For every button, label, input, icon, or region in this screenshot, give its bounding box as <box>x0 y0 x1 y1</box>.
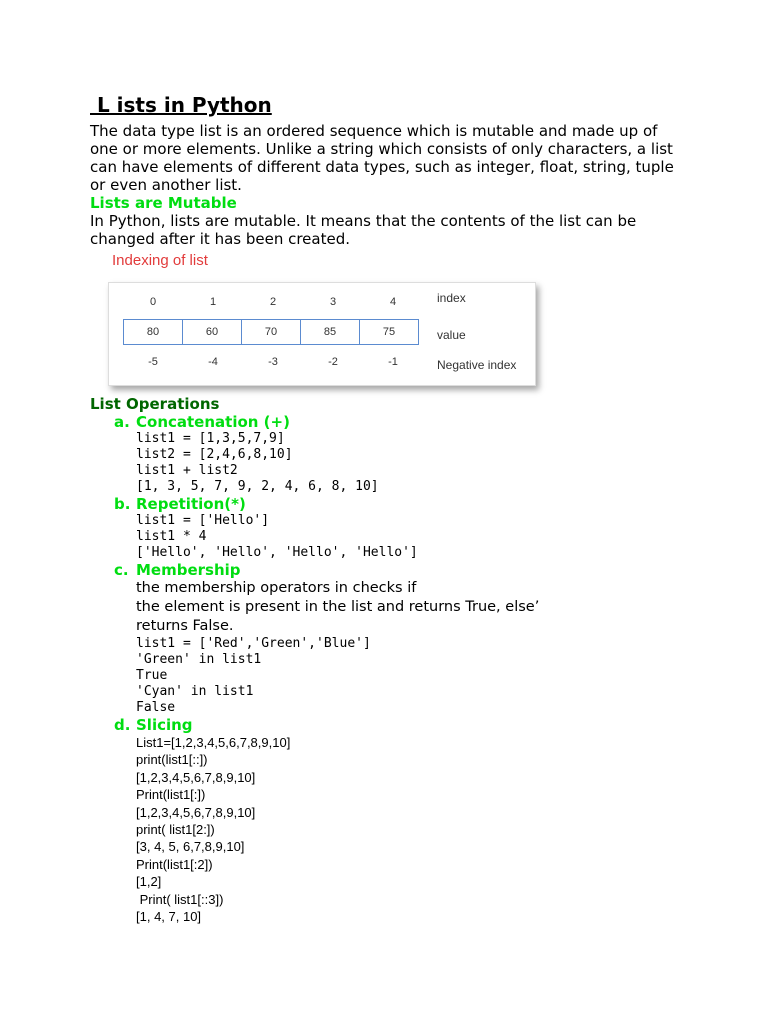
code-line: False <box>136 700 176 715</box>
membership-text-line: the element is present in the list and returns True, else’ <box>136 599 540 615</box>
code-line: [3, 4, 5, 6,7,8,9,10] <box>136 839 245 855</box>
value-cell: 75 <box>359 319 419 345</box>
membership-text-line: the membership operators in checks if <box>136 580 417 596</box>
code-line: [1,2,3,4,5,6,7,8,9,10] <box>136 804 256 820</box>
code-line: 'Cyan' in list1 <box>136 684 254 699</box>
concatenation-title: Concatenation (+) <box>136 413 290 431</box>
page-title: L ists in Python <box>90 93 272 117</box>
code-line: ['Hello', 'Hello', 'Hello', 'Hello'] <box>136 545 418 560</box>
code-line: list1 = [1,3,5,7,9] <box>136 431 285 446</box>
negative-index-cell: -3 <box>268 356 278 368</box>
code-line: list1 * 4 <box>136 529 207 544</box>
value-cell: 60 <box>182 319 242 345</box>
index-cell: 4 <box>389 296 397 308</box>
index-cell: 1 <box>209 296 217 308</box>
code-line: list2 = [2,4,6,8,10] <box>136 447 293 462</box>
code-line: list1 + list2 <box>136 463 238 478</box>
code-line: [1, 3, 5, 7, 9, 2, 4, 6, 8, 10] <box>136 479 379 494</box>
code-line: [1, 4, 7, 10] <box>136 909 202 925</box>
concatenation-item <box>90 413 690 495</box>
negative-index-row <box>123 356 423 368</box>
list-marker: b. <box>114 495 131 513</box>
code-line: Print( list1[::3]) <box>136 891 224 907</box>
code-line: print(list1[::]) <box>136 752 208 768</box>
repetition-item <box>90 495 690 561</box>
value-row <box>123 319 418 345</box>
negative-index-cell: -4 <box>208 356 218 368</box>
list-marker: c. <box>114 561 129 579</box>
negative-index-cell: -5 <box>148 356 158 368</box>
list-marker: d. <box>114 716 131 734</box>
mutable-heading: Lists are Mutable <box>90 194 237 212</box>
negative-index-cell: -2 <box>328 356 338 368</box>
membership-item <box>90 561 690 716</box>
code-line: print( list1[2:]) <box>136 822 215 838</box>
slicing-item <box>90 716 690 925</box>
code-line: [1,2] <box>136 874 162 890</box>
code-line: Print(list1[:]) <box>136 787 206 803</box>
index-cell: 3 <box>329 296 337 308</box>
negative-index-label: Negative index <box>437 358 517 372</box>
indexing-figure-title: Indexing of list <box>112 252 208 269</box>
code-line: 'Green' in list1 <box>136 652 262 667</box>
index-row <box>123 296 423 308</box>
code-line: list1 = ['Red','Green','Blue'] <box>136 636 371 651</box>
mutable-paragraph: In Python, lists are mutable. It means that the contents of the list can be changed after it has been created. <box>90 212 637 248</box>
indexing-figure <box>108 282 536 386</box>
document-page <box>90 92 690 248</box>
code-line: List1=[1,2,3,4,5,6,7,8,9,10] <box>136 735 291 750</box>
code-line: True <box>136 668 168 683</box>
value-label: value <box>437 328 466 342</box>
code-line: Print(list1[:2]) <box>136 856 213 872</box>
code-line: list1 = ['Hello'] <box>136 513 270 528</box>
operations-heading: List Operations <box>90 395 220 413</box>
list-operations-section <box>90 395 690 925</box>
index-label: index <box>437 291 466 305</box>
index-cell: 2 <box>269 296 277 308</box>
index-cell: 0 <box>149 296 157 308</box>
value-cell: 80 <box>123 319 183 345</box>
code-line: [1,2,3,4,5,6,7,8,9,10] <box>136 769 256 785</box>
list-marker: a. <box>114 413 130 431</box>
intro-paragraph: The data type list is an ordered sequence which is mutable and made up of one or more elements. Unlike a string which consists of only characters, a list can have elements of different data types, such as integer, float, string, tuple or even another list. <box>90 122 674 194</box>
slicing-title: Slicing <box>136 716 193 734</box>
membership-title: Membership <box>136 561 241 579</box>
repetition-title: Repetition(*) <box>136 495 246 513</box>
negative-index-cell: -1 <box>388 356 398 368</box>
value-cell: 70 <box>241 319 301 345</box>
value-cell: 85 <box>300 319 360 345</box>
membership-text-line: returns False. <box>136 618 234 634</box>
